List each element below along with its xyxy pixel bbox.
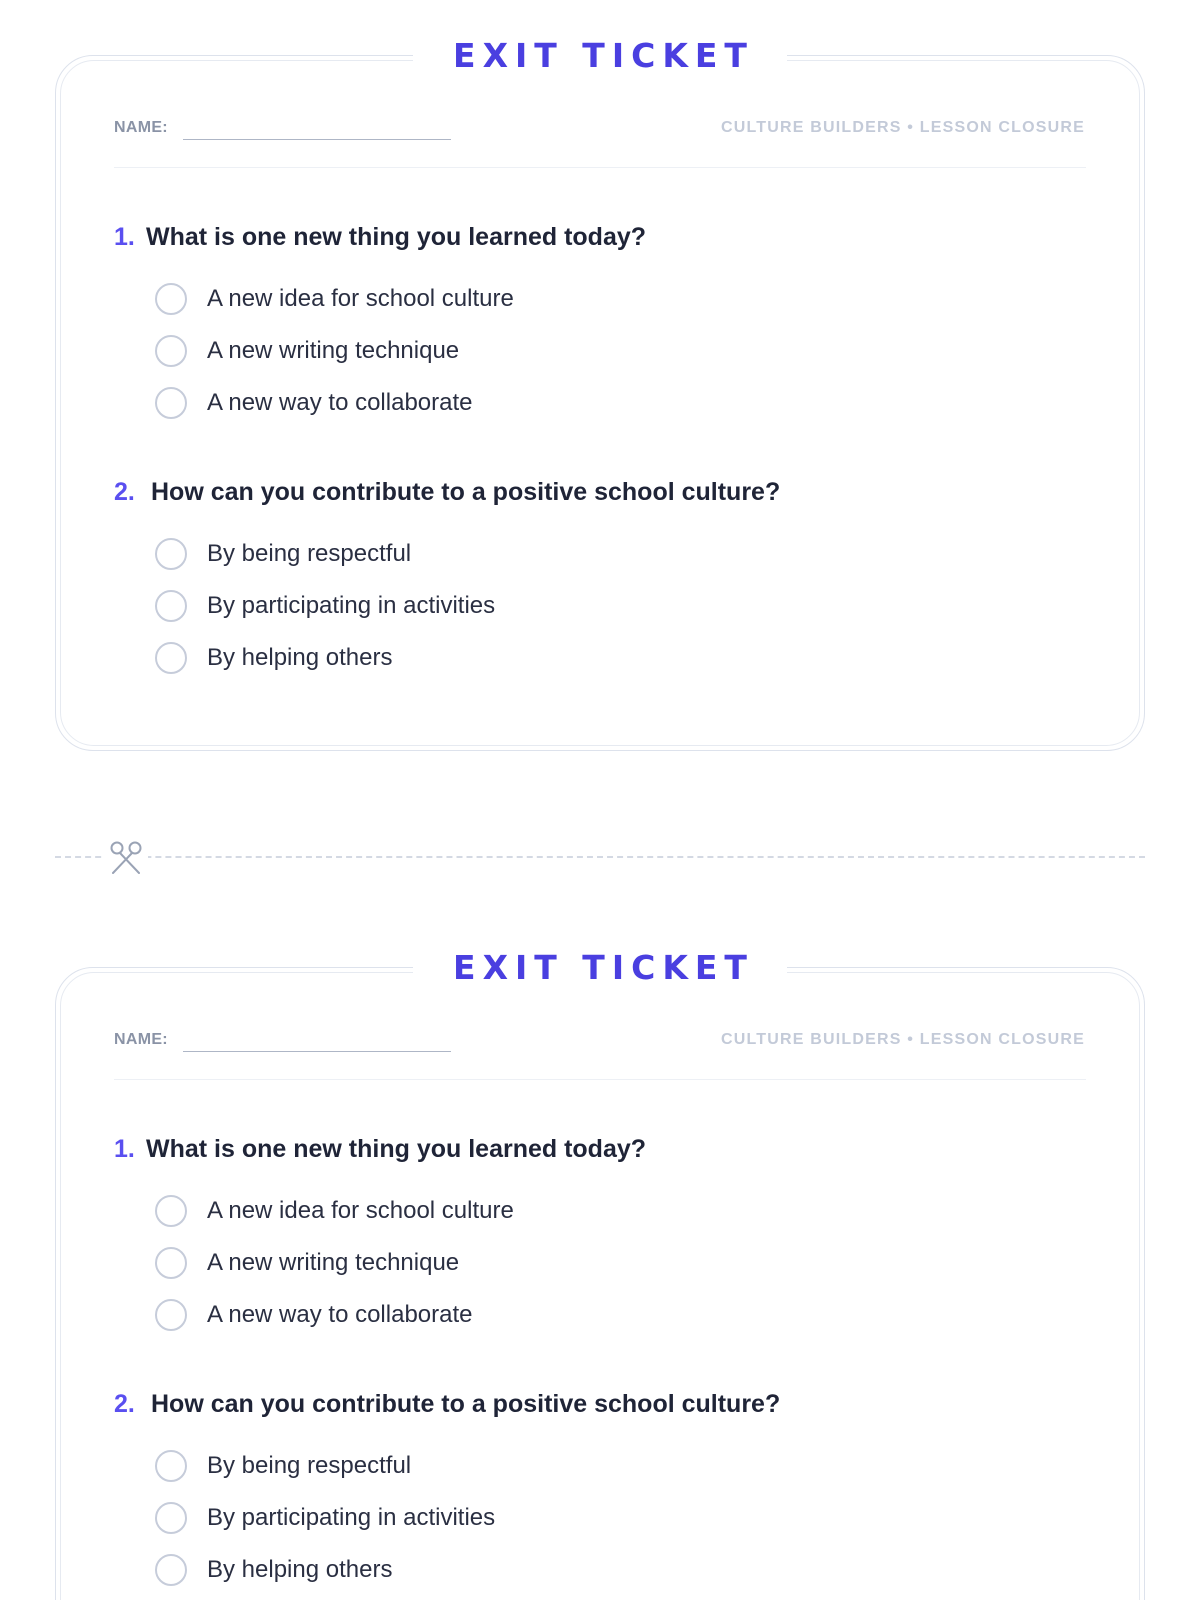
option-label: By helping others bbox=[207, 1556, 393, 1583]
question-number: 1. bbox=[114, 1135, 135, 1163]
option-row[interactable] bbox=[155, 536, 411, 572]
option-row[interactable] bbox=[155, 281, 514, 317]
header-divider bbox=[114, 1079, 1086, 1080]
option-row[interactable] bbox=[155, 588, 495, 624]
option-row[interactable] bbox=[155, 385, 473, 421]
option-row[interactable] bbox=[155, 640, 392, 676]
scissors-icon bbox=[104, 840, 148, 876]
option-row[interactable] bbox=[155, 1193, 514, 1229]
question-text: What is one new thing you learned today? bbox=[146, 223, 647, 251]
radio-button[interactable] bbox=[155, 335, 187, 367]
ticket-title: EXIT TICKET bbox=[453, 948, 754, 987]
name-field[interactable] bbox=[183, 1051, 451, 1052]
option-label: A new writing technique bbox=[207, 1249, 460, 1276]
question-text: What is one new thing you learned today? bbox=[146, 1135, 647, 1163]
option-label: By participating in activities bbox=[207, 592, 496, 619]
radio-button[interactable] bbox=[155, 1502, 187, 1534]
ticket-title-wrap bbox=[413, 945, 787, 991]
question-text: How can you contribute to a positive school culture? bbox=[151, 478, 781, 506]
exit-ticket-1 bbox=[55, 36, 1145, 751]
question-number: 2. bbox=[114, 478, 135, 506]
header-divider bbox=[114, 167, 1086, 168]
radio-button[interactable] bbox=[155, 1299, 187, 1331]
option-row[interactable] bbox=[155, 1448, 411, 1484]
option-row[interactable] bbox=[155, 333, 459, 369]
radio-button[interactable] bbox=[155, 538, 187, 570]
option-label: By being respectful bbox=[207, 540, 412, 567]
ticket-title: EXIT TICKET bbox=[453, 36, 754, 75]
header-tag: CULTURE BUILDERS • LESSON CLOSURE bbox=[720, 119, 1085, 136]
option-label: A new way to collaborate bbox=[207, 1301, 473, 1328]
radio-button[interactable] bbox=[155, 387, 187, 419]
radio-button[interactable] bbox=[155, 590, 187, 622]
radio-button[interactable] bbox=[155, 1247, 187, 1279]
name-label: NAME: bbox=[114, 1031, 168, 1048]
option-label: By helping others bbox=[207, 644, 393, 671]
radio-button[interactable] bbox=[155, 1554, 187, 1586]
radio-button[interactable] bbox=[155, 642, 187, 674]
radio-button[interactable] bbox=[155, 1195, 187, 1227]
radio-button[interactable] bbox=[155, 283, 187, 315]
option-row[interactable] bbox=[155, 1297, 473, 1333]
header-tag: CULTURE BUILDERS • LESSON CLOSURE bbox=[720, 1031, 1085, 1048]
ticket-title-wrap bbox=[413, 33, 787, 79]
question-number: 2. bbox=[114, 1390, 135, 1418]
question-text: How can you contribute to a positive school culture? bbox=[151, 1390, 781, 1418]
name-label: NAME: bbox=[114, 119, 168, 136]
exit-ticket-2 bbox=[55, 948, 1145, 1600]
option-label: A new idea for school culture bbox=[207, 1197, 514, 1224]
option-row[interactable] bbox=[155, 1245, 459, 1281]
option-row[interactable] bbox=[155, 1552, 392, 1588]
option-label: A new way to collaborate bbox=[207, 389, 473, 416]
option-label: By being respectful bbox=[207, 1452, 412, 1479]
name-field[interactable] bbox=[183, 139, 451, 140]
option-label: By participating in activities bbox=[207, 1504, 496, 1531]
option-label: A new writing technique bbox=[207, 337, 460, 364]
cut-line bbox=[55, 856, 1145, 858]
option-label: A new idea for school culture bbox=[207, 285, 514, 312]
question-number: 1. bbox=[114, 223, 135, 251]
option-row[interactable] bbox=[155, 1500, 495, 1536]
radio-button[interactable] bbox=[155, 1450, 187, 1482]
